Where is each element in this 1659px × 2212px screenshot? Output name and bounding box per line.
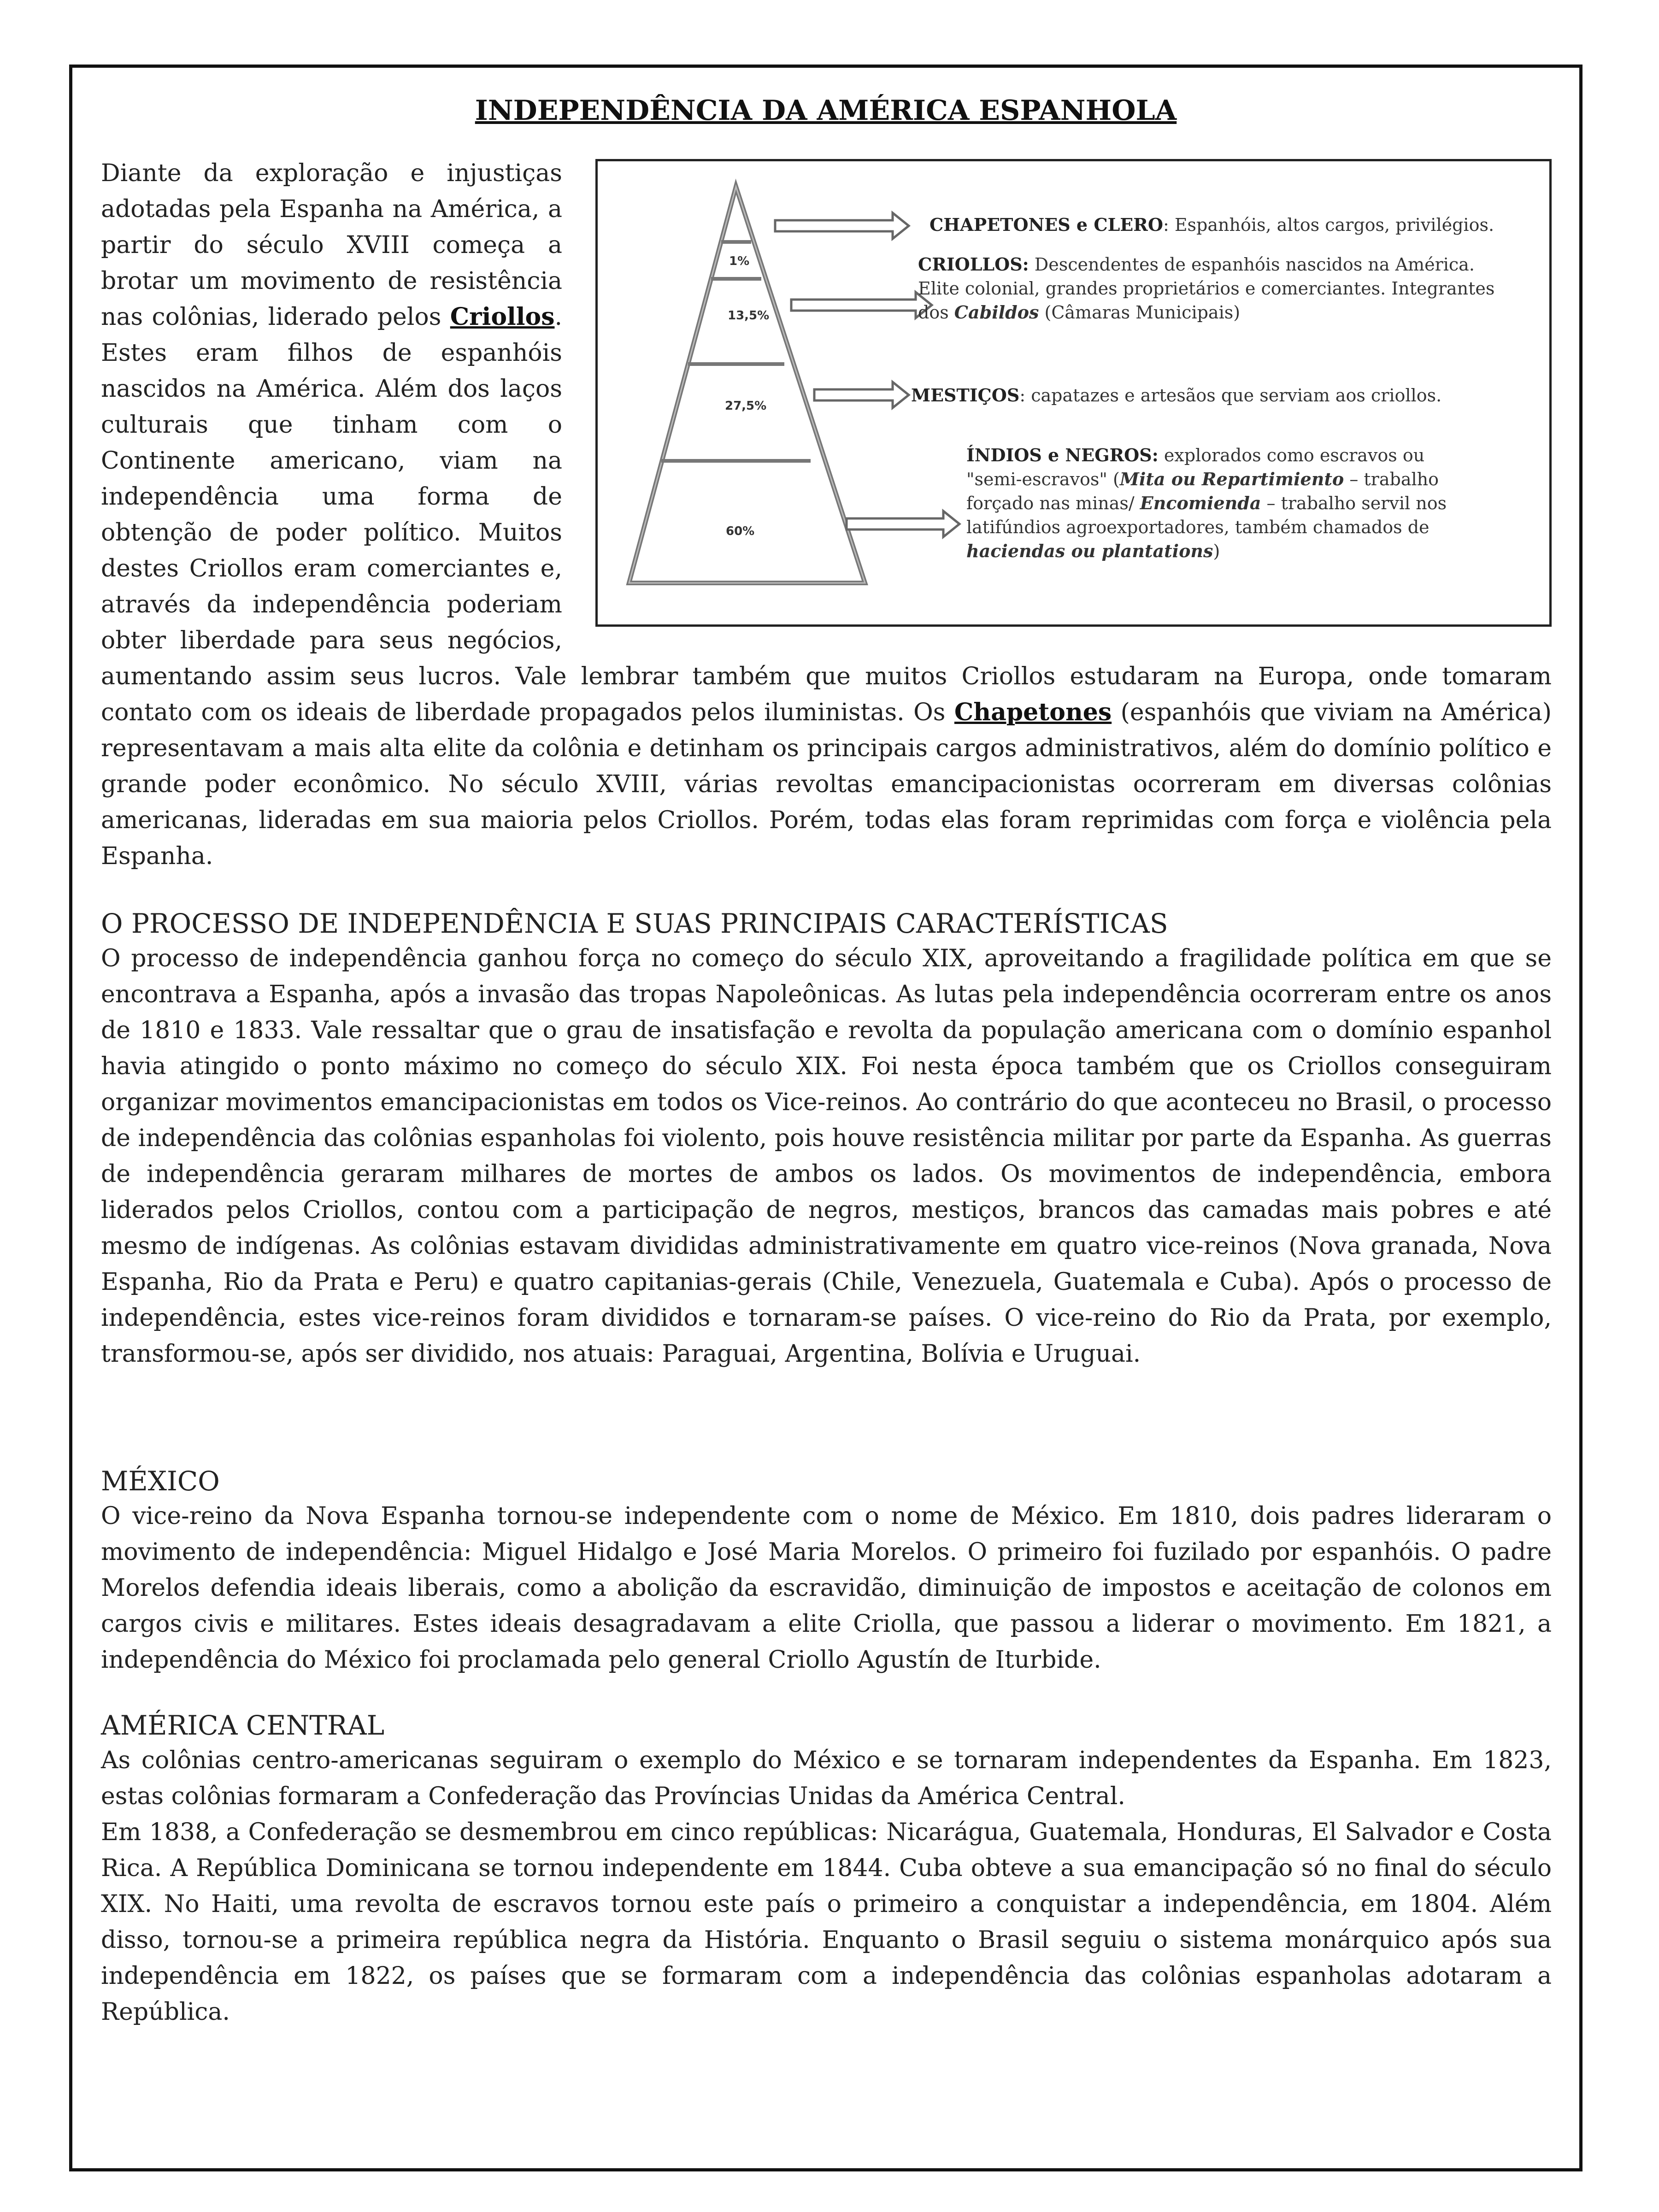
mexico-text: O vice-reino da Nova Espanha tornou-se independente com o nome de México. Em 1810, dois padres lideraram o movimento de independência: Miguel Hidalgo e José Maria Morelos. O primeiro foi fuzilado por espanhóis. O padre Morelos defendia ideais liberais, como a abolição da escravidão, diminuição de impostos e aceitação de colonos em cargos civis e militares. Estes ideais desagradavam a elite Criolla, que passou a liderar o movimento. Em 1821, a independência do México foi proclamada pelo general Criollo Agustín de Iturbide. xyxy=(101,1502,1552,1674)
page-title: INDEPENDÊNCIA DA AMÉRICA ESPANHOLA xyxy=(475,94,1177,127)
mexico-heading: MÉXICO xyxy=(101,1465,220,1497)
pyramid-pct-3: 27,5% xyxy=(725,399,767,413)
intro-text-1: Diante da exploração e injustiças adotadas pela Espanha na América, a partir do século XVIII começa a brotar um movimento de resistência nas colônias, liderado pelos xyxy=(101,159,562,331)
processo-heading: O PROCESSO DE INDEPENDÊNCIA E SUAS PRINCIPAIS CARACTERÍSTICAS xyxy=(101,908,1168,939)
label-indios: ÍNDIOS e NEGROS: explorados como escravos ou "semi-escravos" (Mita ou Repartimiento – trabalho forçado nas minas/ Encomienda – trabalho servil nos latifúndios agroexportadores, também chamados de haciendas ou plantations) xyxy=(966,445,1447,561)
intro-section xyxy=(101,155,1552,874)
pyramid-pct-4: 60% xyxy=(726,524,755,538)
arrow-indios xyxy=(847,511,959,537)
section-america-central xyxy=(101,1708,1552,2030)
label-mesticos: MESTIÇOS: capatazes e artesãos que serviam aos criollos. xyxy=(911,385,1442,406)
section-processo xyxy=(101,906,1552,1372)
arrow-chapetones xyxy=(775,213,909,239)
label-chapetones: CHAPETONES e CLERO: Espanhóis, altos cargos, privilégios. xyxy=(930,214,1494,235)
central-text-2: Em 1838, a Confederação se desmembrou em cinco repúblicas: Nicarágua, Guatemala, Honduras, El Salvador e Costa Rica. A República Dominicana se tornou independente em 1844. Cuba obteve a sua emancipação só no final do século XIX. No Haiti, uma revolta de escravos tornou este país o primeiro a conquistar a independência, em 1804. Além disso, tornou-se a primeira república negra da História. Enquanto o Brasil seguiu o sistema monárquico após sua independência em 1822, os países que se formaram com a independência das colônias espanholas adotaram a República. xyxy=(101,1818,1552,2026)
intro-text-2: . Estes eram filhos de espanhóis nascidos na América. Além dos laços culturais que tinham com o Continente americano, viam na independência uma forma de obtenção de poder político. Muitos destes Criollos eram comerciantes e, através da independência poderiam obter liberdade para seus negócios, aumentando assim seus lucros. Vale lembrar também que muitos Criollos estudaram na Europa, onde tomaram contato com os ideais de liberdade propagados pelos iluministas. Os xyxy=(101,303,1552,726)
arrow-criollos xyxy=(791,292,932,318)
label-criollos: CRIOLLOS: Descendentes de espanhóis nascidos na América. Elite colonial, grandes proprietários e comerciantes. Integrantes dos Cabildos (Câmaras Municipais) xyxy=(918,254,1495,323)
central-text-1: As colônias centro-americanas seguiram o exemplo do México e se tornaram independentes da Espanha. Em 1823, estas colônias formaram a Confederação das Províncias Unidas da América Central. xyxy=(101,1747,1552,1810)
criollos-term: Criollos xyxy=(450,303,555,331)
social-pyramid-figure xyxy=(595,159,1552,627)
pyramid-pct-1: 1% xyxy=(729,254,750,268)
page-frame xyxy=(69,65,1583,2171)
chapetones-term: Chapetones xyxy=(954,698,1112,726)
central-heading: AMÉRICA CENTRAL xyxy=(101,1710,385,1741)
arrow-mesticos xyxy=(814,382,909,408)
pyramid-pct-2: 13,5% xyxy=(728,309,770,323)
processo-text: O processo de independência ganhou força no começo do século XIX, aproveitando a fragilidade política em que se encontrava a Espanha, após a invasão das tropas Napoleônicas. As lutas pela independência ocorreram entre os anos de 1810 e 1833. Vale ressaltar que o grau de insatisfação e revolta da população americana com o domínio espanhol havia atingido o ponto máximo no começo do século XIX. Foi nesta época também que os Criollos conseguiram organizar movimentos emancipacionistas em todos os Vice-reinos. Ao contrário do que aconteceu no Brasil, o processo de independência das colônias espanholas foi violento, pois houve resistência militar por parte da Espanha. As guerras de independência geraram milhares de mortes de ambos os lados. Os movimentos de independência, embora liderados pelos Criollos, contou com a participação de negros, mestiços, brancos das camadas mais pobres e até mesmo de indígenas. As colônias estavam divididas administrativamente em quatro vice-reinos (Nova granada, Nova Espanha, Rio da Prata e Peru) e quatro capitanias-gerais (Chile, Venezuela, Guatemala e Cuba). Após o processo de independência, estes vice-reinos foram divididos e tornaram-se países. O vice-reino do Rio da Prata, por exemplo, transformou-se, após ser dividido, nos atuais: Paraguai, Argentina, Bolívia e Uruguai. xyxy=(101,945,1552,1368)
section-mexico xyxy=(101,1464,1552,1678)
intro-text-3: (espanhóis que viviam na América) representavam a mais alta elite da colônia e detinham os principais cargos administrativos, além do domínio político e grande poder econômico. No século XVIII, várias revoltas emancipacionistas ocorreram em diversas colônias americanas, lideradas em sua maioria pelos Criollos. Porém, todas elas foram reprimidas com força e violência pela Espanha. xyxy=(101,699,1552,870)
